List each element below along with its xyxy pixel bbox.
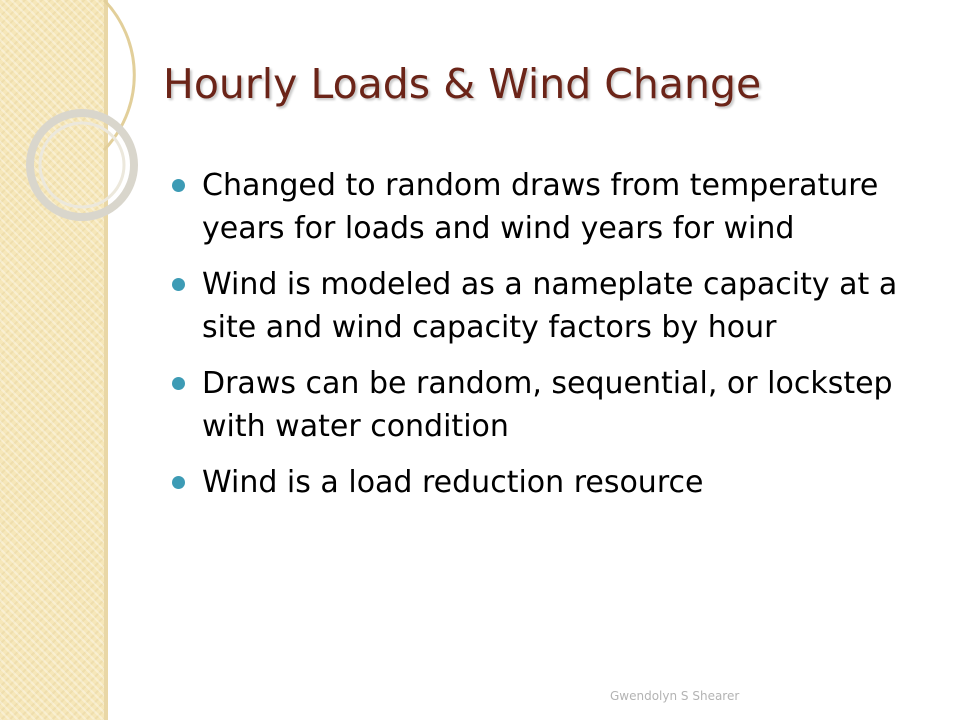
bullet-item: [172, 263, 942, 349]
footer-author: Gwendolyn S Shearer: [610, 689, 740, 703]
bullet-item: [172, 164, 942, 250]
decorative-circles-graphic: [0, 0, 160, 260]
bullet-item: [172, 461, 942, 504]
bullet-text: Wind is a load reduction resource: [202, 465, 704, 500]
bullet-marker-icon: [172, 278, 185, 291]
bullet-marker-icon: [172, 476, 185, 489]
bullet-text: Wind is modeled as a nameplate capacity at a site and wind capacity factors by hour: [202, 267, 898, 345]
bullet-text: Changed to random draws from temperature years for loads and wind years for wind: [202, 168, 879, 246]
bullet-marker-icon: [172, 179, 185, 192]
bullet-list: [172, 164, 942, 517]
bullet-marker-icon: [172, 377, 185, 390]
bullet-text: Draws can be random, sequential, or lockstep with water condition: [202, 366, 893, 444]
bullet-item: [172, 362, 942, 448]
slide-title: Hourly Loads & Wind Change: [163, 60, 762, 108]
